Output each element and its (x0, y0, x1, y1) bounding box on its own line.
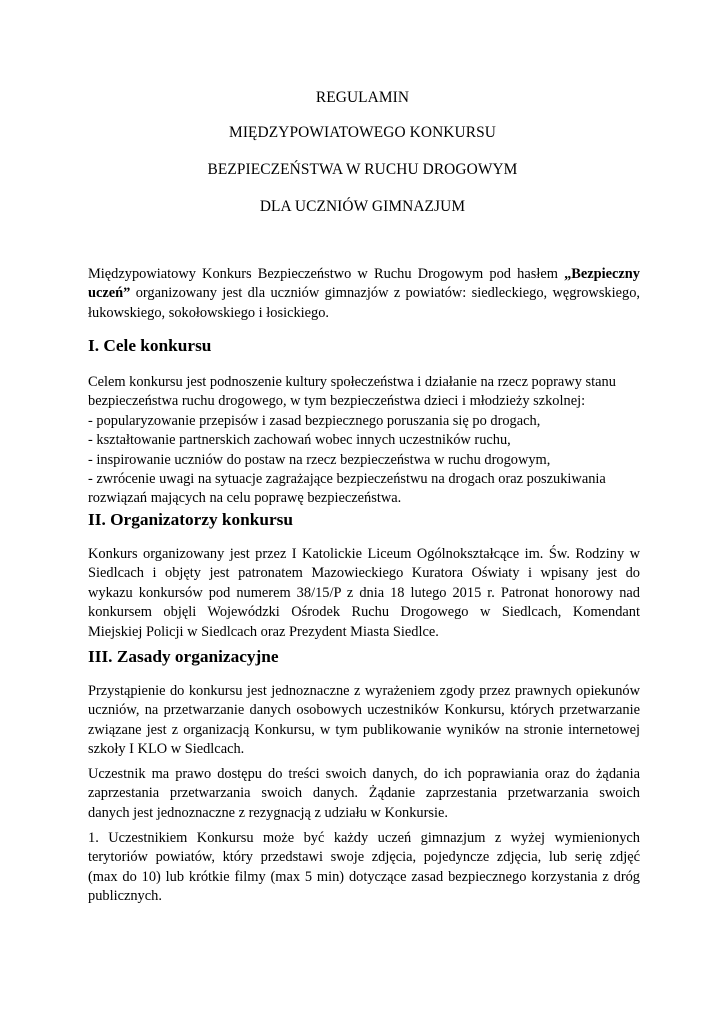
section-2-line: Miejskiej Policji w Siedlcach oraz Prezydent Miasta Siedlce. (88, 623, 439, 640)
section-2-line: Siedlcach i objęty jest patronatem Mazowieckiego Kuratora Oświaty i wpisany jest do (88, 565, 640, 582)
section-1-list-item: - popularyzowanie przepisów i zasad bezpiecznego poruszania się po drogach, (88, 412, 541, 429)
intro-paragraph (88, 265, 640, 323)
slogan-bold-part-1: „Bezpieczny (564, 266, 640, 282)
slogan-bold-part-2: uczeń” (88, 285, 131, 302)
section-3-p3-line: publicznych. (88, 888, 162, 905)
section-3-p3-line: 1. Uczestnikiem Konkursu może być każdy uczeń gimnazjum z wyżej wymienionych (88, 830, 640, 846)
section-3-p1-line: związane jest z organizacją Konkursu, w tym publikowanie wyników na stronie internetowej (88, 721, 640, 738)
section-1-list-item: - zwrócenie uwagi na sytuacje zagrażające bezpieczeństwu na drogach oraz poszukiwania (88, 471, 606, 488)
section-3-p1-line: szkoły I KLO w Siedlcach. (88, 741, 245, 758)
section-3-p2-line: danych jest jednoznaczne z rezygnacją z udziału w Konkursie. (88, 804, 449, 821)
section-3-p3-line: terytoriów powiatów, który przedstawi swoje zdjęcia, pojedyncze zdjęcia, lub serię zdjęć (88, 849, 640, 866)
section-1-line: bezpieczeństwa ruchu drogowego, w tym bezpieczeństwa dzieci i młodzieży szkolnej: (88, 393, 586, 410)
section-1-body (88, 373, 640, 509)
section-3-paragraph-1 (88, 682, 640, 760)
section-1-list-item: - kształtowanie partnerskich zachowań wobec innych uczestników ruchu, (88, 432, 511, 449)
section-3-p1-line: Przystąpienie do konkursu jest jednoznaczne z wyrażeniem zgody przez prawnych opiekunów (88, 683, 640, 699)
section-1-list-item: - inspirowanie uczniów do postaw na rzecz bezpieczeństwa w ruchu drogowym, (88, 451, 551, 468)
intro-line-2: uczeń” organizowany jest dla uczniów gimnazjów z powiatów: siedleckiego, węgrowskiego, (88, 285, 640, 302)
section-3-paragraph-3 (88, 829, 640, 907)
intro-line-1: Międzypowiatowy Konkurs Bezpieczeństwo w Ruchu Drogowym pod hasłem „Bezpieczny (88, 266, 640, 282)
doc-title-line-4: DLA UCZNIÓW GIMNAZJUM (259, 198, 466, 215)
section-2-line: Konkurs organizowany jest przez I Katolickie Liceum Ogólnokształcące im. Św. Rodziny w (88, 546, 640, 562)
section-3-p2-line: Uczestnik ma prawo dostępu do treści swoich danych, do ich poprawiania oraz do żądania (88, 766, 640, 782)
section-3-p3-line: (max do 10) lub krótkie filmy (max 5 min) dotyczące zasad bezpiecznego korzystania z dróg (88, 868, 640, 885)
intro-line-3: łukowskiego, sokołowskiego i łosickiego. (88, 304, 330, 321)
section-2-body (88, 545, 640, 642)
section-3-paragraph-2 (88, 765, 640, 823)
section-3-p1-line: uczniów, na przetwarzanie danych osobowych uczestników Konkursu, których przetwarzanie (88, 702, 640, 719)
section-1-line: Celem konkursu jest podnoszenie kultury społeczeństwa i działanie na rzecz poprawy stanu (88, 374, 616, 390)
section-2-line: wykazu konkursów pod numerem 38/15/P z dnia 18 lutego 2015 r. Patronat honorowy nad (88, 584, 640, 601)
section-3-p2-line: zaprzestania przetwarzania swoich danych. Żądanie zaprzestania przetwarzania swoich (88, 785, 640, 802)
section-2-heading: II. Organizatorzy konkursu (88, 510, 293, 529)
doc-title-line-1: REGULAMIN (315, 89, 410, 106)
doc-title-line-3: BEZPIECZEŃSTWA W RUCHU DROGOWYM (207, 161, 518, 178)
doc-title-line-2: MIĘDZYPOWIATOWEGO KONKURSU (229, 124, 496, 141)
section-1-heading: I. Cele konkursu (88, 336, 212, 355)
section-2-line: konkursem objęli Wojewódzki Ośrodek Ruchu Drogowego w Siedlcach, Komendant (88, 604, 640, 621)
section-1-list-item: rozwiązań mających na celu poprawę bezpieczeństwa. (88, 490, 402, 507)
section-3-heading: III. Zasady organizacyjne (88, 647, 279, 666)
